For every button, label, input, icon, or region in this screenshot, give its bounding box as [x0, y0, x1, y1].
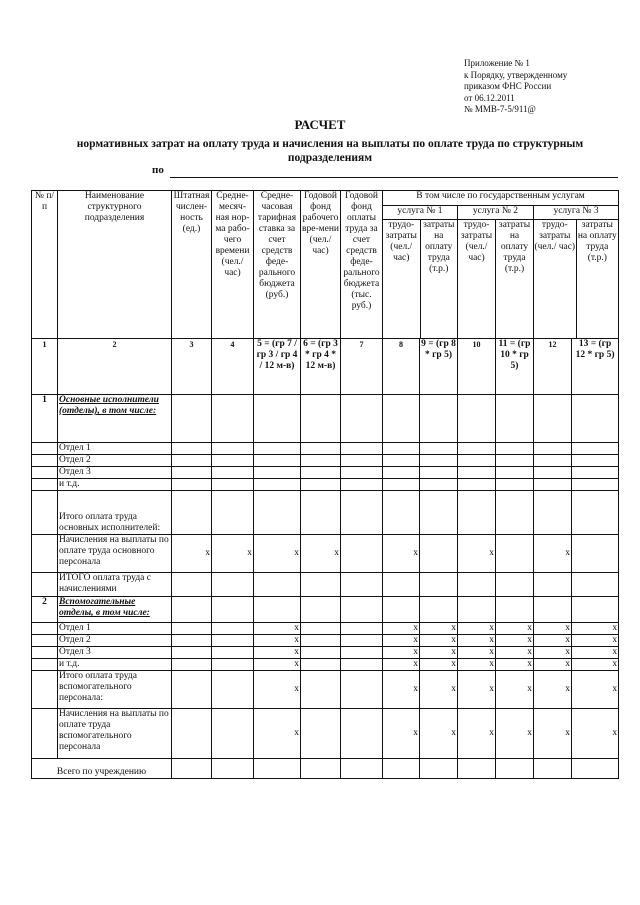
service-1-labor: трудо-затраты (чел./ час) [383, 220, 421, 338]
appendix-line: от 06.12.2011 [464, 92, 515, 103]
colnum-13: 13 = (гр 12 * гр 5) [572, 339, 619, 395]
x-mark: x [212, 535, 254, 573]
x-mark: x [496, 623, 534, 635]
row-label: Итого оплата труда основных исполнителей: [58, 491, 172, 535]
po-fill-line [170, 177, 618, 178]
section-2-title: Вспомогательные отделы, в том числе: [58, 597, 172, 623]
x-mark: x [172, 535, 212, 573]
document-title: РАСЧЕТ [294, 117, 346, 132]
appendix-line: Приложение № 1 [464, 58, 530, 68]
header-annual-fund: Годовой фонд оплаты труда за счет средств феде-рального бюджета (тыс. руб.) [341, 191, 383, 339]
x-mark: x [254, 709, 301, 759]
x-mark: x [458, 659, 496, 671]
colnum-6: 6 = (гр 3 * гр 4 * 12 м-в) [301, 339, 341, 395]
x-mark: x [572, 671, 619, 709]
row-label: Отдел 1 [58, 623, 172, 635]
colnum-9: 9 = (гр 8 * гр 5) [420, 339, 458, 395]
table-row [32, 395, 619, 443]
appendix-line: к Порядку, утвержденному [464, 69, 568, 80]
colnum-12: 12 [534, 339, 572, 395]
x-mark: x [383, 671, 420, 709]
table-row [32, 597, 619, 623]
x-mark: x [572, 709, 619, 759]
header-services-group: В том числе по государственным услугам [383, 191, 619, 206]
service-2-labor: трудо-затраты (чел./ час) [458, 220, 496, 338]
header-annual-time: Годовой фонд рабочего вре-мени (чел./ час) [301, 191, 341, 339]
service-2-label: услуга № 2 [458, 206, 533, 220]
x-mark: x [496, 671, 534, 709]
table-row [32, 491, 619, 535]
colnum-1: 1 [32, 339, 58, 395]
header-name: Наименование структурного подразделения [58, 191, 172, 339]
x-mark: x [572, 635, 619, 647]
x-mark: x [534, 709, 572, 759]
total-label: Всего по учреждению [32, 759, 172, 779]
service-1-label: услуга № 1 [383, 206, 457, 220]
header-rate: Средне-часовая тарифная ставка за счет средств феде-рального бюджета (руб.) [254, 191, 301, 339]
section-1-num: 1 [32, 395, 58, 443]
x-mark: x [383, 647, 420, 659]
x-mark: x [254, 623, 301, 635]
row-label: и т.д. [58, 479, 172, 491]
header-service-2 [458, 206, 534, 339]
colnum-10: 10 [458, 339, 496, 395]
x-mark: x [254, 647, 301, 659]
header-service-1 [383, 206, 458, 339]
po-label: по [152, 164, 164, 176]
row-label: Итого оплата труда вспомогательного персонала: [58, 671, 172, 709]
header-staff: Штатная числен-ность (ед.) [172, 191, 212, 339]
row-label: Отдел 3 [58, 467, 172, 479]
appendix-line: № ММВ-7-5/911@ [464, 104, 536, 114]
header-norm: Средне-месяч-ная нор-ма рабо-чего времени (чел./ час) [212, 191, 254, 339]
header-service-3 [534, 206, 619, 339]
colnum-8: 8 [383, 339, 420, 395]
x-mark: x [383, 635, 420, 647]
x-mark: x [420, 659, 458, 671]
x-mark: x [534, 635, 572, 647]
x-mark: x [301, 535, 341, 573]
table-row [32, 635, 619, 647]
table-row [32, 573, 619, 597]
table-row [32, 623, 619, 635]
x-mark: x [383, 535, 420, 573]
x-mark: x [534, 647, 572, 659]
row-label: и т.д. [58, 659, 172, 671]
row-label: Начисления на выплаты по оплате труда основного персонала [58, 535, 172, 573]
x-mark: x [420, 709, 458, 759]
x-mark: x [254, 659, 301, 671]
colnum-3: 3 [172, 339, 212, 395]
x-mark: x [458, 635, 496, 647]
table-row [32, 759, 619, 779]
x-mark: x [496, 659, 534, 671]
table-row [32, 467, 619, 479]
colnum-7: 7 [341, 339, 383, 395]
table-row [32, 535, 619, 573]
colnum-2: 2 [58, 339, 172, 395]
section-1-title: Основные исполнители (отделы), в том числе: [58, 395, 172, 443]
table-row [32, 443, 619, 455]
table-row [32, 455, 619, 467]
x-mark: x [383, 659, 420, 671]
x-mark: x [420, 647, 458, 659]
x-mark: x [458, 535, 496, 573]
row-label: Отдел 1 [58, 443, 172, 455]
x-mark: x [534, 535, 572, 573]
x-mark: x [254, 635, 301, 647]
service-2-pay: затраты на оплату труда (т.р.) [498, 220, 531, 274]
service-3-labor: трудо-затраты (чел./ час) [534, 220, 577, 338]
appendix-note [464, 58, 567, 116]
row-label: Отдел 2 [58, 455, 172, 467]
row-label: Отдел 2 [58, 635, 172, 647]
section-2-num: 2 [32, 597, 58, 623]
row-label: Отдел 3 [58, 647, 172, 659]
x-mark: x [254, 671, 301, 709]
x-mark: x [496, 709, 534, 759]
x-mark: x [383, 623, 420, 635]
service-3-label: услуга № 3 [534, 206, 618, 220]
table-row [32, 647, 619, 659]
appendix-line: приказом ФНС России [464, 81, 552, 91]
x-mark: x [534, 671, 572, 709]
colnum-4: 4 [212, 339, 254, 395]
table-row [32, 709, 619, 759]
x-mark: x [254, 535, 301, 573]
x-mark: x [458, 647, 496, 659]
x-mark: x [496, 635, 534, 647]
x-mark: x [420, 671, 458, 709]
x-mark: x [420, 623, 458, 635]
document-subtitle: нормативных затрат на оплату труда и начисления на выплаты по оплате труда по структурным подразделениям [76, 138, 584, 164]
x-mark: x [458, 623, 496, 635]
x-mark: x [572, 623, 619, 635]
x-mark: x [458, 671, 496, 709]
x-mark: x [534, 659, 572, 671]
x-mark: x [572, 647, 619, 659]
x-mark: x [496, 647, 534, 659]
colnum-5: 5 = (гр 7 / гр 3 / гр 4 / 12 м-в) [254, 339, 301, 395]
row-label: ИТОГО оплата труда с начислениями [58, 573, 172, 597]
service-1-pay: затраты на оплату труда (т.р.) [423, 220, 455, 274]
service-3-pay: затраты на оплату труда (т.р.) [577, 220, 617, 263]
row-label: Начисления на выплаты по оплате труда вспомогательного персонала [58, 709, 172, 759]
table-row [32, 479, 619, 491]
x-mark: x [383, 709, 420, 759]
x-mark: x [458, 709, 496, 759]
x-mark: x [420, 635, 458, 647]
table-row [32, 659, 619, 671]
table-row [32, 671, 619, 709]
colnum-11: 11 = (гр 10 * гр 5) [496, 339, 534, 395]
x-mark: x [572, 659, 619, 671]
x-mark: x [534, 623, 572, 635]
calculation-table [31, 190, 619, 779]
header-num: № п/п [32, 191, 58, 339]
